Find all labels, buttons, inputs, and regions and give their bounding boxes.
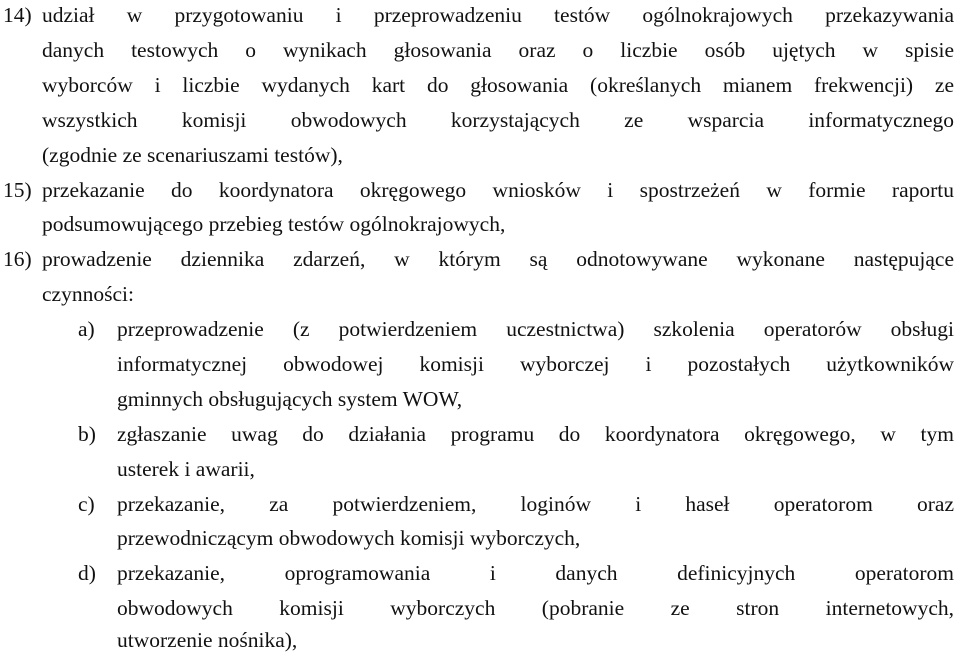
sub-item-label: a)	[78, 317, 95, 341]
sub-item-text-line: przewodniczącym obwodowych komisji wyborczych,	[117, 526, 581, 550]
item-number: 14)	[3, 3, 32, 27]
item-text-line: wyborców i liczbie wydanych kart do głosowania (określanych mianem frekwencji) ze	[42, 73, 954, 97]
item-text-line: podsumowującego przebieg testów ogólnokrajowych,	[42, 212, 506, 236]
item-text-line: udział w przygotowaniu i przeprowadzeniu testów ogólnokrajowych przekazywania	[42, 3, 954, 27]
sub-item-text-line: informatycznej obwodowej komisji wyborczej i pozostałych użytkowników	[117, 352, 954, 376]
item-number: 15)	[3, 178, 32, 202]
item-text-line: (zgodnie ze scenariuszami testów),	[42, 143, 343, 167]
item-text-line: przekazanie do koordynatora okręgowego wniosków i spostrzeżeń w formie raportu	[42, 178, 954, 202]
sub-item-text-line: utworzenie nośnika),	[117, 628, 298, 652]
sub-item-label: d)	[78, 561, 96, 585]
item-text-line: czynności:	[42, 282, 134, 306]
sub-item-text-line: przekazanie, oprogramowania i danych definicyjnych operatorom	[117, 561, 954, 585]
sub-item-label: c)	[78, 492, 95, 516]
item-text-line: prowadzenie dziennika zdarzeń, w którym są odnotowywane wykonane następujące	[42, 247, 954, 271]
sub-item-label: b)	[78, 422, 96, 446]
sub-item-text-line: przeprowadzenie (z potwierdzeniem uczestnictwa) szkolenia operatorów obsługi	[117, 317, 954, 341]
item-text-line: wszystkich komisji obwodowych korzystających ze wsparcia informatycznego	[42, 108, 954, 132]
sub-item-text-line: usterek i awarii,	[117, 457, 255, 481]
sub-item-text-line: przekazanie, za potwierdzeniem, loginów i haseł operatorom oraz	[117, 492, 954, 516]
item-text-line: danych testowych o wynikach głosowania oraz o liczbie osób ujętych w spisie	[42, 38, 954, 62]
item-number: 16)	[3, 247, 32, 271]
sub-item-text-line: obwodowych komisji wyborczych (pobranie ze stron internetowych,	[117, 596, 954, 620]
sub-item-text-line: zgłaszanie uwag do działania programu do koordynatora okręgowego, w tym	[117, 422, 954, 446]
sub-item-text-line: gminnych obsługujących system WOW,	[117, 387, 463, 411]
